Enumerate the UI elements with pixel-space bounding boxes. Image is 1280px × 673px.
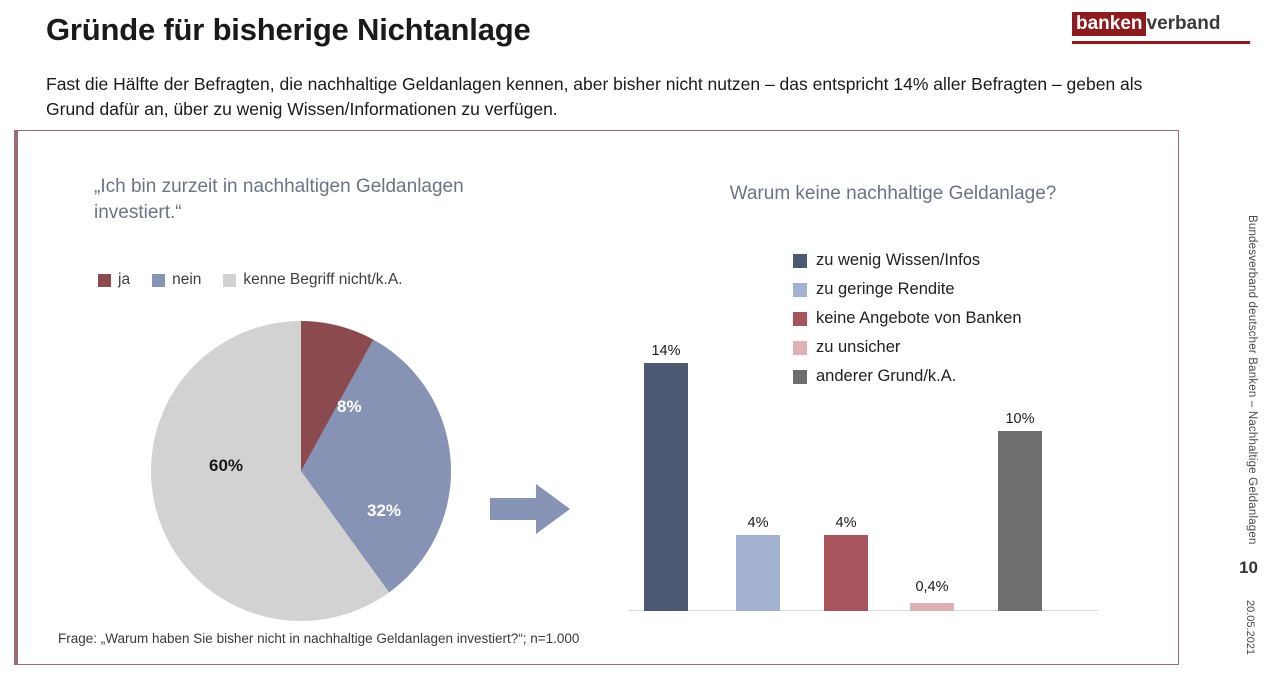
pie-legend-item-nein (152, 271, 201, 289)
pie-legend-item-unbekannt (223, 271, 402, 289)
pie-legend (98, 271, 417, 289)
bar-value-rendite: 4% (747, 515, 769, 531)
bar-rect-wissen (644, 363, 688, 611)
pie-value-unbekannt: 60% (209, 456, 244, 475)
page-number: 10 (1239, 558, 1258, 577)
pie-chart (151, 321, 451, 621)
bar-legend-item-angebote (793, 304, 1022, 333)
bar-legend-label-wissen: zu wenig Wissen/Infos (816, 251, 981, 269)
logo-wordmark (1072, 12, 1250, 36)
logo-banken-text: banken (1072, 12, 1146, 36)
bar-value-wissen: 14% (651, 343, 681, 359)
content-frame (14, 130, 1179, 665)
bar-rect-angebote (824, 535, 868, 611)
pie-value-nein: 32% (367, 501, 402, 520)
bar-rect-anderer (998, 431, 1042, 611)
page-title: Gründe für bisherige Nichtanlage (46, 12, 531, 47)
logo-verband-text: verband (1146, 13, 1221, 34)
bar-legend-label-rendite: zu geringe Rendite (816, 280, 955, 298)
pie-value-ja: 8% (337, 397, 362, 416)
bar-value-anderer: 10% (1005, 411, 1035, 427)
pie-legend-swatch-nein (152, 274, 165, 287)
pie-chart-title: „Ich bin zurzeit in nachhaltigen Geldanlagen investiert.“ (94, 176, 464, 223)
pie-legend-label-ja: ja (118, 271, 131, 288)
chart-footnote: Frage: „Warum haben Sie bisher nicht in nachhaltige Geldanlagen investiert?“; n=1.000 (58, 631, 580, 646)
bar-legend-swatch-angebote (793, 312, 807, 326)
bar-value-unsicher: 0,4% (915, 579, 949, 595)
bar-legend-item-wissen (793, 246, 1022, 275)
page-subtitle: Fast die Hälfte der Befragten, die nachhaltige Geldanlagen kennen, aber bisher nicht nutzen – das entspricht 14% aller Befragten – geben als Grund dafür an, über zu wenig Wissen/Informationen zu verfügen. (46, 74, 1143, 120)
bar-value-angebote: 4% (835, 515, 857, 531)
logo-underline (1072, 41, 1250, 44)
bar-legend-item-rendite (793, 275, 1022, 304)
pie-legend-swatch-unbekannt (223, 274, 236, 287)
pie-legend-swatch-ja (98, 274, 111, 287)
bar-legend-swatch-rendite (793, 283, 807, 297)
bar-legend-label-angebote: keine Angebote von Banken (816, 309, 1022, 327)
pie-legend-label-nein: nein (172, 271, 202, 288)
slide-date: 20.05.2021 (1244, 600, 1256, 656)
pie-legend-item-ja (98, 271, 130, 289)
pie-legend-label-unbekannt: kenne Begriff nicht/k.A. (243, 271, 403, 288)
bar-legend-swatch-wissen (793, 254, 807, 268)
bar-chart (628, 331, 1098, 611)
bar-chart-title: Warum keine nachhaltige Geldanlage? (729, 183, 1057, 204)
bar-legend-label-unsicher: zu unsicher (816, 338, 901, 356)
bar-legend-label-anderer: anderer Grund/k.A. (816, 367, 957, 385)
sidebar-vertical-caption: Bundesverband deutscher Banken – Nachhaltige Geldanlagen (1246, 215, 1258, 545)
arrow-right-icon (490, 481, 572, 537)
pie-slices (151, 321, 451, 621)
logo (1072, 12, 1250, 44)
bar-rect-rendite (736, 535, 780, 611)
bar-rect-unsicher (910, 603, 954, 611)
